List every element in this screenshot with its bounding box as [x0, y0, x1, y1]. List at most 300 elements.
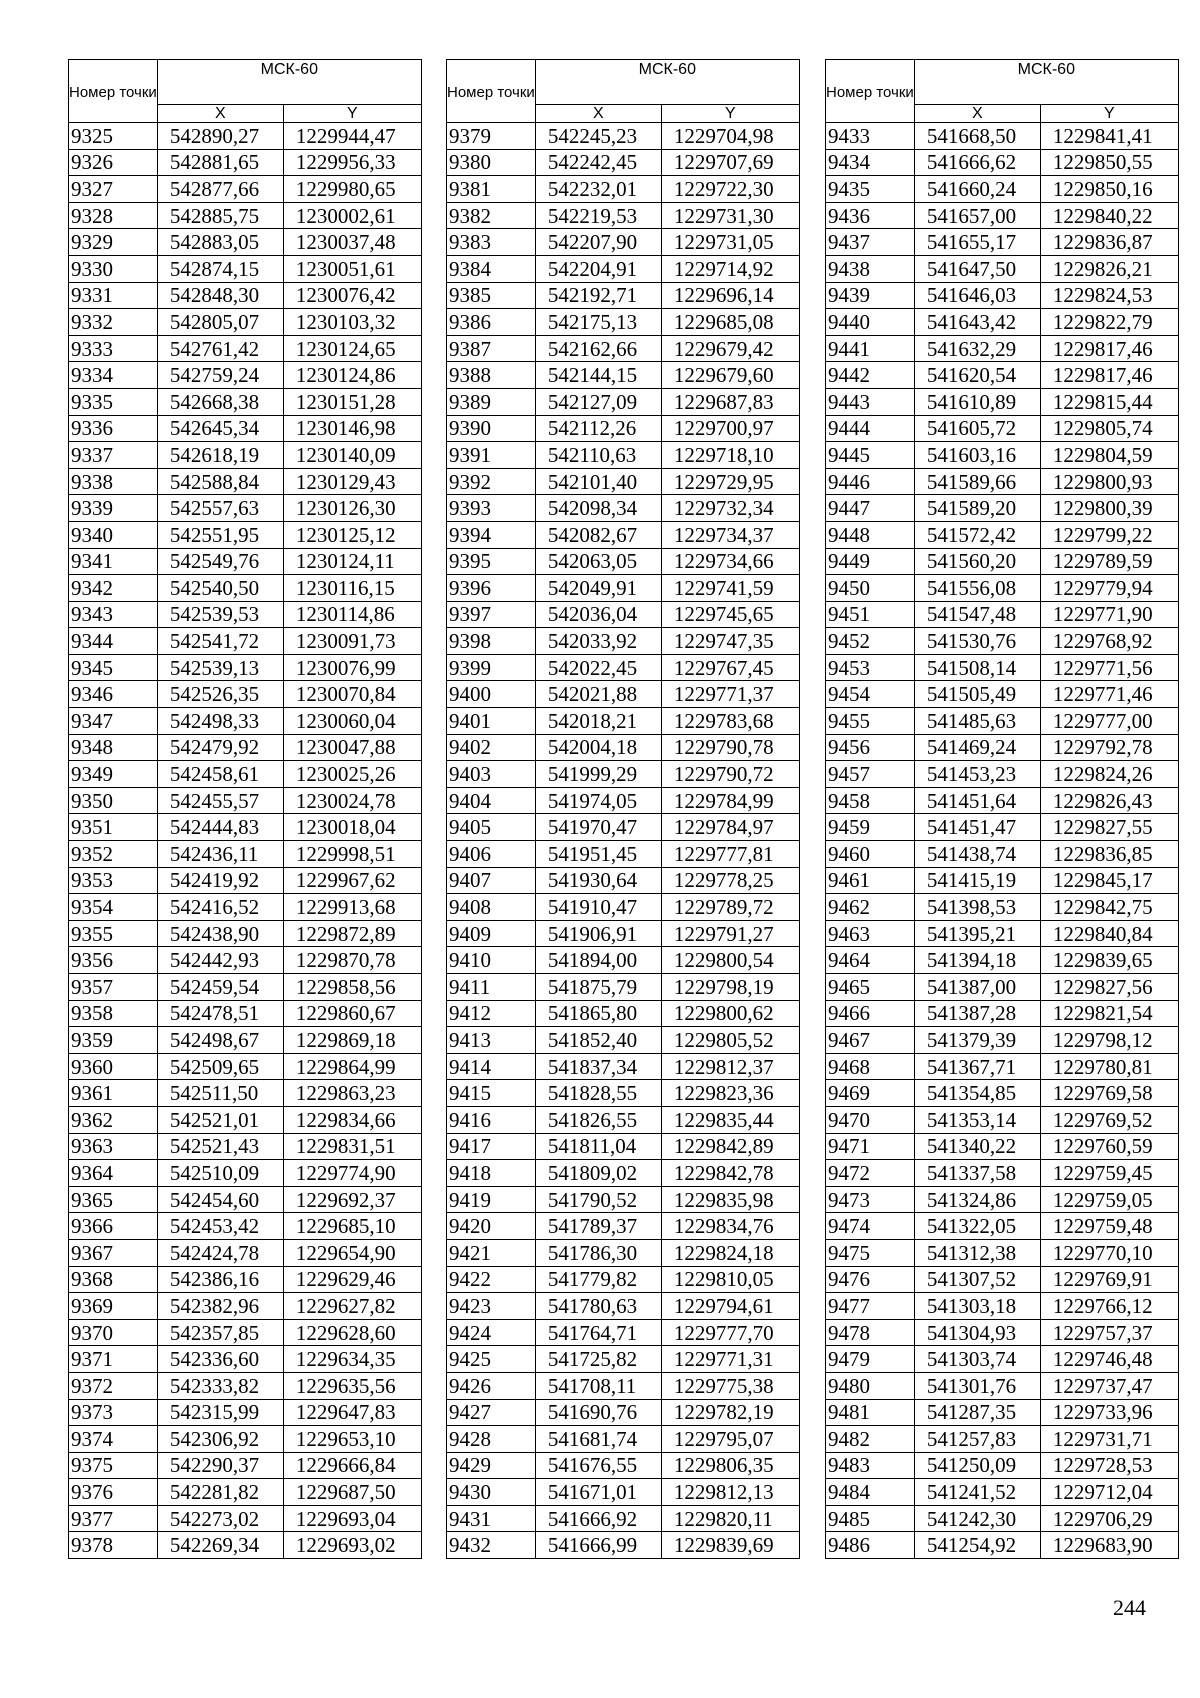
- table-row: [447, 442, 800, 469]
- table-row: [447, 521, 800, 548]
- y-coordinate-cell: 1229839,65: [1040, 947, 1178, 974]
- y-coordinate-cell: 1229812,13: [661, 1479, 799, 1506]
- point-number-cell: 9385: [447, 282, 536, 309]
- x-coordinate-cell: 541681,74: [535, 1426, 661, 1453]
- point-number-cell: 9459: [826, 814, 915, 841]
- y-coordinate-cell: 1229842,78: [661, 1160, 799, 1187]
- y-coordinate-cell: 1229731,71: [1040, 1426, 1178, 1453]
- table-row: [447, 947, 800, 974]
- x-coordinate-cell: 542333,82: [157, 1372, 283, 1399]
- y-coordinate-cell: 1229794,61: [661, 1293, 799, 1320]
- table-row: [447, 309, 800, 336]
- x-coordinate-cell: 541560,20: [914, 548, 1040, 575]
- table-row: [447, 495, 800, 522]
- y-coordinate-cell: 1229745,65: [661, 601, 799, 628]
- table-row: [447, 229, 800, 256]
- table-row: [69, 1106, 422, 1133]
- point-number-cell: 9372: [69, 1372, 158, 1399]
- point-number-cell: 9392: [447, 468, 536, 495]
- table-row: [447, 1426, 800, 1453]
- table-row: [69, 1293, 422, 1320]
- point-number-cell: 9463: [826, 920, 915, 947]
- x-coordinate-cell: 541970,47: [535, 814, 661, 841]
- y-coordinate-cell: 1229798,19: [661, 974, 799, 1001]
- y-coordinate-cell: 1229722,30: [661, 176, 799, 203]
- table-row: [69, 442, 422, 469]
- x-coordinate-cell: 542877,66: [157, 176, 283, 203]
- table-row: [69, 1399, 422, 1426]
- y-coordinate-cell: 1229647,83: [283, 1399, 421, 1426]
- table-row: [826, 1106, 1179, 1133]
- x-coordinate-cell: 542336,60: [157, 1346, 283, 1373]
- x-coordinate-cell: 541312,38: [914, 1239, 1040, 1266]
- x-coordinate-cell: 541690,76: [535, 1399, 661, 1426]
- table-row: [826, 787, 1179, 814]
- y-coordinate-cell: 1229700,97: [661, 415, 799, 442]
- y-coordinate-cell: 1229944,47: [283, 123, 421, 150]
- x-coordinate-cell: 542424,78: [157, 1239, 283, 1266]
- point-number-cell: 9408: [447, 894, 536, 921]
- table-row: [69, 920, 422, 947]
- page-number: 244: [1113, 1595, 1146, 1620]
- table-row: [69, 229, 422, 256]
- x-coordinate-cell: 542101,40: [535, 468, 661, 495]
- y-coordinate-cell: 1230103,32: [283, 309, 421, 336]
- y-coordinate-cell: 1230018,04: [283, 814, 421, 841]
- y-coordinate-cell: 1229771,56: [1040, 654, 1178, 681]
- y-coordinate-cell: 1229792,78: [1040, 734, 1178, 761]
- x-coordinate-cell: 542245,23: [535, 123, 661, 150]
- point-number-cell: 9414: [447, 1053, 536, 1080]
- x-coordinate-cell: 541632,29: [914, 335, 1040, 362]
- point-number-cell: 9448: [826, 521, 915, 548]
- y-coordinate-cell: 1229714,92: [661, 255, 799, 282]
- table-row: [69, 282, 422, 309]
- y-coordinate-cell: 1229798,12: [1040, 1027, 1178, 1054]
- table-row: [69, 761, 422, 788]
- y-coordinate-cell: 1230024,78: [283, 787, 421, 814]
- table-row: [826, 255, 1179, 282]
- point-number-cell: 9441: [826, 335, 915, 362]
- table-row: [447, 1266, 800, 1293]
- table-row: [826, 1213, 1179, 1240]
- x-coordinate-cell: 541999,29: [535, 761, 661, 788]
- point-number-cell: 9395: [447, 548, 536, 575]
- point-number-cell: 9359: [69, 1027, 158, 1054]
- point-number-cell: 9350: [69, 787, 158, 814]
- x-coordinate-cell: 541572,42: [914, 521, 1040, 548]
- x-coordinate-cell: 541906,91: [535, 920, 661, 947]
- point-number-cell: 9460: [826, 841, 915, 868]
- table-row: [69, 841, 422, 868]
- x-coordinate-cell: 542479,92: [157, 734, 283, 761]
- point-number-cell: 9400: [447, 681, 536, 708]
- y-coordinate-cell: 1229784,97: [661, 814, 799, 841]
- table-row: [826, 894, 1179, 921]
- x-coordinate-cell: 541725,82: [535, 1346, 661, 1373]
- table-row: [826, 761, 1179, 788]
- point-number-cell: 9403: [447, 761, 536, 788]
- x-coordinate-cell: 542018,21: [535, 708, 661, 735]
- table-row: [447, 1399, 800, 1426]
- x-coordinate-cell: 541809,02: [535, 1160, 661, 1187]
- point-number-cell: 9477: [826, 1293, 915, 1320]
- x-coordinate-cell: 542219,53: [535, 202, 661, 229]
- y-coordinate-cell: 1229804,59: [1040, 442, 1178, 469]
- point-number-cell: 9390: [447, 415, 536, 442]
- x-coordinate-cell: 541394,18: [914, 947, 1040, 974]
- x-coordinate-cell: 542022,45: [535, 654, 661, 681]
- x-coordinate-cell: 541508,14: [914, 654, 1040, 681]
- table-row: [826, 841, 1179, 868]
- x-coordinate-cell: 541620,54: [914, 362, 1040, 389]
- table-row: [447, 734, 800, 761]
- y-coordinate-cell: 1229789,72: [661, 894, 799, 921]
- coordinates-table-1: [68, 59, 422, 1559]
- x-coordinate-cell: 542386,16: [157, 1266, 283, 1293]
- y-coordinate-cell: 1229840,84: [1040, 920, 1178, 947]
- y-coordinate-cell: 1229679,60: [661, 362, 799, 389]
- point-number-cell: 9360: [69, 1053, 158, 1080]
- x-coordinate-cell: 541852,40: [535, 1027, 661, 1054]
- point-number-cell: 9368: [69, 1266, 158, 1293]
- table-row: [447, 841, 800, 868]
- table-row: [826, 468, 1179, 495]
- point-number-cell: 9434: [826, 149, 915, 176]
- table-row: [826, 1426, 1179, 1453]
- x-coordinate-cell: 542805,07: [157, 309, 283, 336]
- y-coordinate-cell: 1229805,52: [661, 1027, 799, 1054]
- table-row: [447, 123, 800, 150]
- table-row: [447, 601, 800, 628]
- table-row: [826, 654, 1179, 681]
- y-coordinate-cell: 1229718,10: [661, 442, 799, 469]
- table-row: [69, 202, 422, 229]
- table-row: [826, 1160, 1179, 1187]
- x-coordinate-cell: 542021,88: [535, 681, 661, 708]
- point-number-cell: 9387: [447, 335, 536, 362]
- y-coordinate-cell: 1229980,65: [283, 176, 421, 203]
- y-coordinate-cell: 1229777,70: [661, 1319, 799, 1346]
- x-coordinate-cell: 541660,24: [914, 176, 1040, 203]
- point-number-cell: 9465: [826, 974, 915, 1001]
- table-row: [826, 1053, 1179, 1080]
- x-coordinate-cell: 542442,93: [157, 947, 283, 974]
- x-coordinate-cell: 542881,65: [157, 149, 283, 176]
- x-coordinate-cell: 542063,05: [535, 548, 661, 575]
- point-number-cell: 9341: [69, 548, 158, 575]
- table-row: [69, 1532, 422, 1559]
- y-coordinate-cell: 1229760,59: [1040, 1133, 1178, 1160]
- x-coordinate-cell: 542541,72: [157, 628, 283, 655]
- table-row: [69, 1080, 422, 1107]
- y-coordinate-cell: 1229872,89: [283, 920, 421, 947]
- point-number-cell: 9346: [69, 681, 158, 708]
- point-number-cell: 9468: [826, 1053, 915, 1080]
- x-coordinate-cell: 541304,93: [914, 1319, 1040, 1346]
- y-coordinate-cell: 1229731,05: [661, 229, 799, 256]
- y-coordinate-cell: 1229839,69: [661, 1532, 799, 1559]
- point-number-cell: 9332: [69, 309, 158, 336]
- point-number-cell: 9337: [69, 442, 158, 469]
- x-coordinate-cell: 541589,66: [914, 468, 1040, 495]
- x-coordinate-cell: 542540,50: [157, 575, 283, 602]
- x-coordinate-cell: 541241,52: [914, 1479, 1040, 1506]
- table-row: [69, 388, 422, 415]
- table-row: [826, 681, 1179, 708]
- point-number-cell: 9474: [826, 1213, 915, 1240]
- coordinates-table-2: [446, 59, 800, 1559]
- x-coordinate-cell: 542509,65: [157, 1053, 283, 1080]
- point-number-cell: 9462: [826, 894, 915, 921]
- y-coordinate-cell: 1229683,90: [1040, 1532, 1178, 1559]
- table-row: [69, 1426, 422, 1453]
- table-row: [826, 708, 1179, 735]
- table-row: [69, 1319, 422, 1346]
- point-number-cell: 9352: [69, 841, 158, 868]
- point-number-cell: 9428: [447, 1426, 536, 1453]
- y-header: Y: [661, 104, 799, 122]
- point-number-cell: 9485: [826, 1505, 915, 1532]
- point-number-cell: 9398: [447, 628, 536, 655]
- table-row: [826, 575, 1179, 602]
- y-coordinate-cell: 1230060,04: [283, 708, 421, 735]
- x-coordinate-cell: 542890,27: [157, 123, 283, 150]
- table-row: [447, 1479, 800, 1506]
- table-row: [826, 1505, 1179, 1532]
- x-coordinate-cell: 542883,05: [157, 229, 283, 256]
- x-header: X: [535, 104, 661, 122]
- y-coordinate-cell: 1229870,78: [283, 947, 421, 974]
- y-coordinate-cell: 1230151,28: [283, 388, 421, 415]
- table-row: [447, 1053, 800, 1080]
- y-coordinate-cell: 1229821,54: [1040, 1000, 1178, 1027]
- y-coordinate-cell: 1229824,18: [661, 1239, 799, 1266]
- y-coordinate-cell: 1229692,37: [283, 1186, 421, 1213]
- table-row: [826, 362, 1179, 389]
- table-row: [447, 149, 800, 176]
- table-row: [69, 1239, 422, 1266]
- point-number-cell: 9377: [69, 1505, 158, 1532]
- point-number-cell: 9431: [447, 1505, 536, 1532]
- x-coordinate-cell: 542049,91: [535, 575, 661, 602]
- x-coordinate-cell: 541438,74: [914, 841, 1040, 868]
- x-coordinate-cell: 542438,90: [157, 920, 283, 947]
- point-number-cell: 9345: [69, 654, 158, 681]
- y-coordinate-cell: 1230124,86: [283, 362, 421, 389]
- x-coordinate-cell: 541910,47: [535, 894, 661, 921]
- table-row: [447, 681, 800, 708]
- y-coordinate-cell: 1229693,04: [283, 1505, 421, 1532]
- y-coordinate-cell: 1230037,48: [283, 229, 421, 256]
- x-coordinate-cell: 542539,13: [157, 654, 283, 681]
- table-row: [447, 1319, 800, 1346]
- point-number-cell: 9326: [69, 149, 158, 176]
- y-coordinate-cell: 1229767,45: [661, 654, 799, 681]
- x-coordinate-cell: 542419,92: [157, 867, 283, 894]
- point-number-cell: 9464: [826, 947, 915, 974]
- y-coordinate-cell: 1230114,86: [283, 601, 421, 628]
- x-coordinate-cell: 541789,37: [535, 1213, 661, 1240]
- point-number-cell: 9367: [69, 1239, 158, 1266]
- y-coordinate-cell: 1229771,46: [1040, 681, 1178, 708]
- x-coordinate-cell: 542004,18: [535, 734, 661, 761]
- point-number-cell: 9483: [826, 1452, 915, 1479]
- x-coordinate-cell: 541828,55: [535, 1080, 661, 1107]
- table-row: [447, 335, 800, 362]
- x-coordinate-cell: 542175,13: [535, 309, 661, 336]
- table-row: [826, 734, 1179, 761]
- table-row: [447, 1239, 800, 1266]
- x-coordinate-cell: 542204,91: [535, 255, 661, 282]
- x-coordinate-cell: 541779,82: [535, 1266, 661, 1293]
- point-number-cell: 9386: [447, 309, 536, 336]
- point-number-cell: 9401: [447, 708, 536, 735]
- coordinate-system-header: МСК-60: [157, 60, 421, 105]
- x-coordinate-cell: 541646,03: [914, 282, 1040, 309]
- point-number-cell: 9437: [826, 229, 915, 256]
- x-coordinate-cell: 542315,99: [157, 1399, 283, 1426]
- table-row: [69, 1372, 422, 1399]
- table-row: [69, 176, 422, 203]
- y-coordinate-cell: 1229774,90: [283, 1160, 421, 1187]
- table-row: [447, 468, 800, 495]
- point-number-cell: 9361: [69, 1080, 158, 1107]
- x-coordinate-cell: 541974,05: [535, 787, 661, 814]
- y-coordinate-cell: 1229707,69: [661, 149, 799, 176]
- table-row: [447, 1186, 800, 1213]
- y-coordinate-cell: 1229757,37: [1040, 1319, 1178, 1346]
- x-coordinate-cell: 541894,00: [535, 947, 661, 974]
- table-row: [447, 1293, 800, 1320]
- y-coordinate-cell: 1229769,91: [1040, 1266, 1178, 1293]
- y-coordinate-cell: 1229850,16: [1040, 176, 1178, 203]
- x-coordinate-cell: 542761,42: [157, 335, 283, 362]
- point-number-cell: 9351: [69, 814, 158, 841]
- point-number-cell: 9436: [826, 202, 915, 229]
- y-coordinate-cell: 1229685,10: [283, 1213, 421, 1240]
- point-number-cell: 9378: [69, 1532, 158, 1559]
- x-coordinate-cell: 541451,64: [914, 787, 1040, 814]
- point-number-cell: 9342: [69, 575, 158, 602]
- x-coordinate-cell: 541790,52: [535, 1186, 661, 1213]
- x-coordinate-cell: 542549,76: [157, 548, 283, 575]
- y-coordinate-cell: 1229850,55: [1040, 149, 1178, 176]
- x-coordinate-cell: 541875,79: [535, 974, 661, 1001]
- x-coordinate-cell: 542444,83: [157, 814, 283, 841]
- table-row: [69, 149, 422, 176]
- table-row: [826, 282, 1179, 309]
- x-coordinate-cell: 542357,85: [157, 1319, 283, 1346]
- y-coordinate-cell: 1229967,62: [283, 867, 421, 894]
- x-coordinate-cell: 541643,42: [914, 309, 1040, 336]
- table-row: [447, 1213, 800, 1240]
- x-coordinate-cell: 541398,53: [914, 894, 1040, 921]
- y-coordinate-cell: 1229789,59: [1040, 548, 1178, 575]
- y-coordinate-cell: 1229741,59: [661, 575, 799, 602]
- y-coordinate-cell: 1229712,04: [1040, 1479, 1178, 1506]
- x-coordinate-cell: 542242,45: [535, 149, 661, 176]
- y-coordinate-cell: 1230025,26: [283, 761, 421, 788]
- x-coordinate-cell: 541254,92: [914, 1532, 1040, 1559]
- point-number-cell: 9433: [826, 123, 915, 150]
- x-coordinate-cell: 542459,54: [157, 974, 283, 1001]
- point-number-cell: 9449: [826, 548, 915, 575]
- x-coordinate-cell: 542521,01: [157, 1106, 283, 1133]
- table-row: [69, 548, 422, 575]
- table-row: [69, 362, 422, 389]
- point-number-cell: 9454: [826, 681, 915, 708]
- y-coordinate-cell: 1229806,35: [661, 1452, 799, 1479]
- point-number-cell: 9336: [69, 415, 158, 442]
- point-number-header: Номер точки: [826, 60, 915, 123]
- table-row: [447, 1133, 800, 1160]
- table-row: [69, 1186, 422, 1213]
- y-coordinate-cell: 1229805,74: [1040, 415, 1178, 442]
- point-number-cell: 9330: [69, 255, 158, 282]
- x-coordinate-cell: 541530,76: [914, 628, 1040, 655]
- table-row: [826, 1027, 1179, 1054]
- y-coordinate-cell: 1229800,62: [661, 1000, 799, 1027]
- y-coordinate-cell: 1229780,81: [1040, 1053, 1178, 1080]
- point-number-cell: 9328: [69, 202, 158, 229]
- x-coordinate-cell: 541951,45: [535, 841, 661, 868]
- x-coordinate-cell: 541367,71: [914, 1053, 1040, 1080]
- point-number-cell: 9340: [69, 521, 158, 548]
- y-coordinate-cell: 1229679,42: [661, 335, 799, 362]
- table-row: [447, 1080, 800, 1107]
- table-row: [69, 1053, 422, 1080]
- y-coordinate-cell: 1229841,41: [1040, 123, 1178, 150]
- point-number-cell: 9470: [826, 1106, 915, 1133]
- point-number-cell: 9325: [69, 123, 158, 150]
- y-coordinate-cell: 1230140,09: [283, 442, 421, 469]
- point-number-cell: 9376: [69, 1479, 158, 1506]
- table-row: [447, 867, 800, 894]
- table-row: [447, 1372, 800, 1399]
- y-coordinate-cell: 1229777,81: [661, 841, 799, 868]
- point-number-cell: 9461: [826, 867, 915, 894]
- x-coordinate-cell: 542436,11: [157, 841, 283, 868]
- y-coordinate-cell: 1229706,29: [1040, 1505, 1178, 1532]
- table-row: [447, 654, 800, 681]
- point-number-cell: 9445: [826, 442, 915, 469]
- point-number-cell: 9333: [69, 335, 158, 362]
- y-coordinate-cell: 1229869,18: [283, 1027, 421, 1054]
- y-coordinate-cell: 1229771,37: [661, 681, 799, 708]
- point-number-cell: 9349: [69, 761, 158, 788]
- y-coordinate-cell: 1229635,56: [283, 1372, 421, 1399]
- x-coordinate-cell: 542162,66: [535, 335, 661, 362]
- x-coordinate-cell: 541837,34: [535, 1053, 661, 1080]
- y-coordinate-cell: 1229827,55: [1040, 814, 1178, 841]
- point-number-cell: 9357: [69, 974, 158, 1001]
- table-row: [69, 654, 422, 681]
- y-coordinate-cell: 1230051,61: [283, 255, 421, 282]
- x-coordinate-cell: 541451,47: [914, 814, 1040, 841]
- point-number-cell: 9435: [826, 176, 915, 203]
- point-number-cell: 9331: [69, 282, 158, 309]
- x-header: X: [914, 104, 1040, 122]
- y-coordinate-cell: 1229728,53: [1040, 1452, 1178, 1479]
- table-row: [69, 601, 422, 628]
- y-coordinate-cell: 1229696,14: [661, 282, 799, 309]
- x-coordinate-cell: 542306,92: [157, 1426, 283, 1453]
- coordinate-system-header: МСК-60: [535, 60, 799, 105]
- point-number-cell: 9482: [826, 1426, 915, 1453]
- table-row: [69, 787, 422, 814]
- x-coordinate-cell: 542273,02: [157, 1505, 283, 1532]
